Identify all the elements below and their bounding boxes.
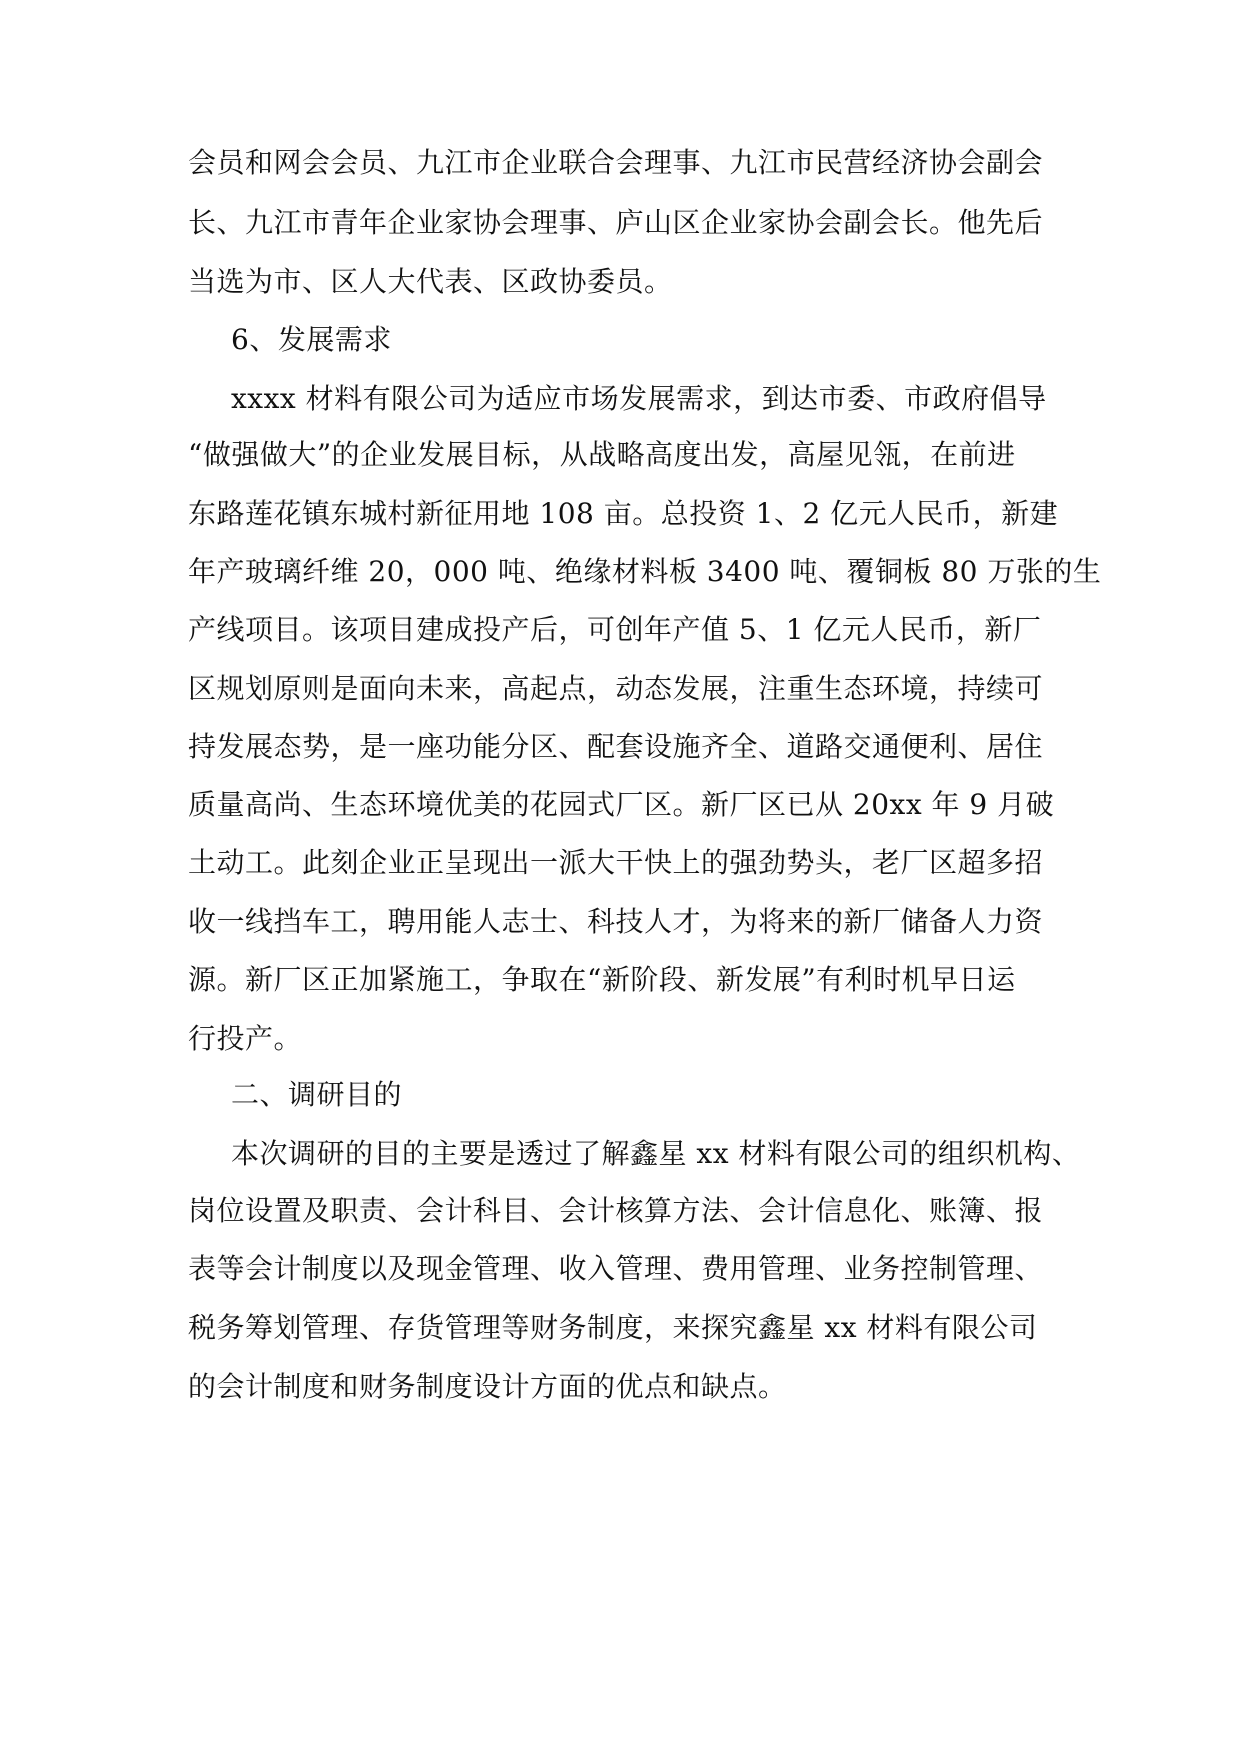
- paragraph-line: 土动工。此刻企业正呈现出一派大干快上的强劲势头，老厂区超多招: [188, 846, 1044, 879]
- paragraph-line: 税务筹划管理、存货管理等财务制度，来探究鑫星 xx 材料有限公司: [188, 1311, 1038, 1344]
- paragraph-line: 当选为市、区人大代表、区政协委员。: [188, 265, 673, 298]
- paragraph-line: 源。新厂区正加紧施工，争取在“新阶段、新发展”有利时机早日运: [188, 963, 1016, 996]
- paragraph-line: “做强做大”的企业发展目标，从战略高度出发，高屋见瓴，在前进: [188, 438, 1016, 471]
- paragraph-line: 会员和网会会员、九江市企业联合会理事、九江市民营经济协会副会: [188, 146, 1044, 179]
- paragraph-line: 的会计制度和财务制度设计方面的优点和缺点。: [188, 1370, 787, 1403]
- paragraph-line: 东路莲花镇东城村新征用地 108 亩。总投资 1、2 亿元人民币，新建: [188, 497, 1059, 530]
- paragraph-line: 行投产。: [188, 1022, 303, 1055]
- paragraph-line: 年产玻璃纤维 20，000 吨、绝缘材料板 3400 吨、覆铜板 80 万张的生: [188, 555, 1102, 588]
- paragraph-line: 长、九江市青年企业家协会理事、庐山区企业家协会副会长。他先后: [188, 206, 1044, 239]
- paragraph-line: 表等会计制度以及现金管理、收入管理、费用管理、业务控制管理、: [188, 1252, 1044, 1285]
- paragraph-line: 本次调研的目的主要是透过了解鑫星 xx 材料有限公司的组织机构、: [231, 1137, 1081, 1170]
- paragraph-line: 区规划原则是面向未来，高起点，动态发展，注重生态环境，持续可: [188, 672, 1044, 705]
- paragraph-line: 产线项目。该项目建成投产后，可创年产值 5、1 亿元人民币，新厂: [188, 613, 1042, 646]
- section-heading: 6、发展需求: [231, 323, 392, 356]
- paragraph-line: 质量高尚、生态环境优美的花园式厂区。新厂区已从 20xx 年 9 月破: [188, 788, 1055, 821]
- section-heading: 二、调研目的: [231, 1078, 403, 1111]
- paragraph-line: xxxx 材料有限公司为适应市场发展需求，到达市委、市政府倡导: [231, 382, 1047, 415]
- paragraph-line: 持发展态势，是一座功能分区、配套设施齐全、道路交通便利、居住: [188, 730, 1044, 763]
- paragraph-line: 收一线挡车工，聘用能人志士、科技人才，为将来的新厂储备人力资: [188, 905, 1044, 938]
- paragraph-line: 岗位设置及职责、会计科目、会计核算方法、会计信息化、账簿、报: [188, 1194, 1044, 1227]
